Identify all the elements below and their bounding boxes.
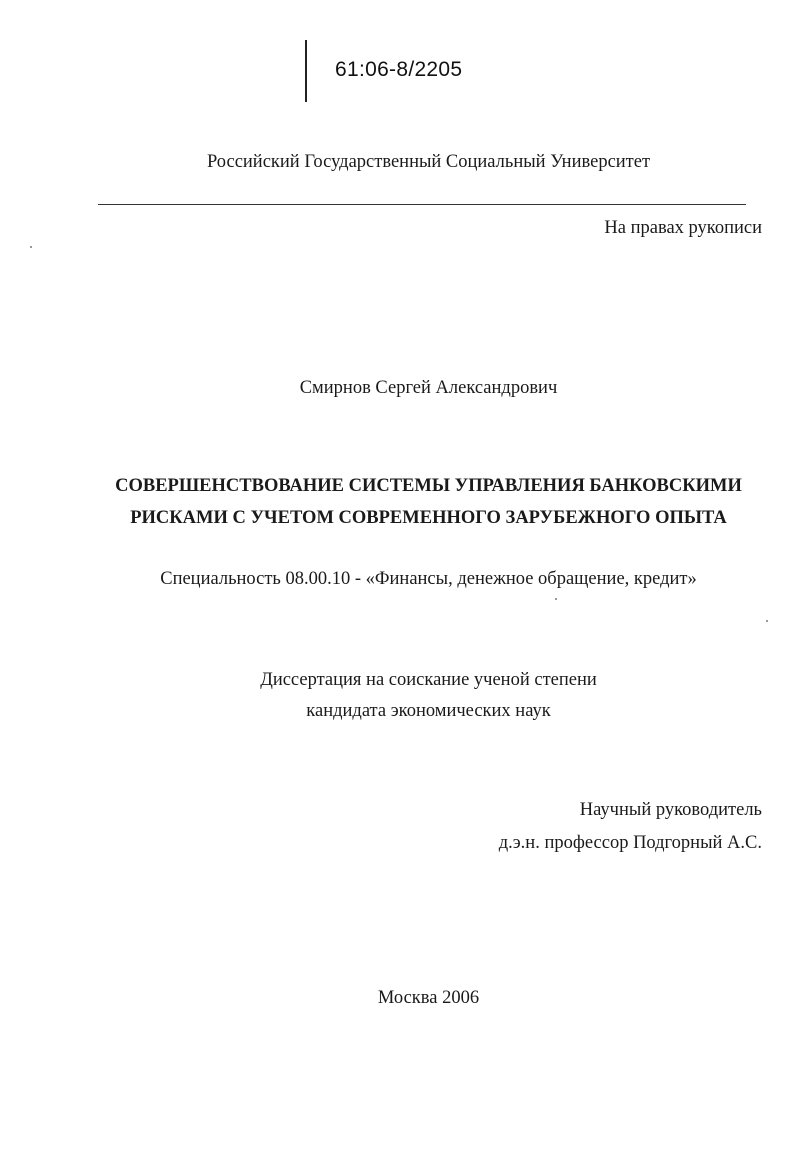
manuscript-rights-note: На правах рукописи [604, 218, 762, 238]
dissertation-title [0, 470, 797, 534]
stamp-divider [305, 40, 307, 102]
title-line-2: РИСКАМИ С УЧЕТОМ СОВРЕМЕННОГО ЗАРУБЕЖНОГО ОПЫТА [130, 508, 727, 528]
specialty-line: Специальность 08.00.10 - «Финансы, денежное обращение, кредит» [160, 569, 697, 589]
scan-speck [30, 246, 32, 248]
author-name: Смирнов Сергей Александрович [299, 378, 558, 398]
supervisor-label: Научный руководитель [579, 800, 762, 820]
scan-speck [555, 598, 557, 600]
scan-speck [766, 620, 768, 622]
archive-stamp-code: 61:06-8/2205 [335, 58, 463, 81]
degree-statement [0, 665, 797, 727]
header-rule [98, 204, 746, 205]
city-and-year: Москва 2006 [377, 988, 480, 1008]
title-line-1: СОВЕРШЕНСТВОВАНИЕ СИСТЕМЫ УПРАВЛЕНИЯ БАНКОВСКИМИ [115, 476, 742, 496]
degree-line-1: Диссертация на соискание ученой степени [260, 670, 597, 690]
university-name: Российский Государственный Социальный Университет [206, 152, 651, 172]
supervisor-block [499, 794, 762, 860]
degree-line-2: кандидата экономических наук [306, 701, 551, 721]
supervisor-name: д.э.н. профессор Подгорный А.С. [498, 833, 762, 853]
